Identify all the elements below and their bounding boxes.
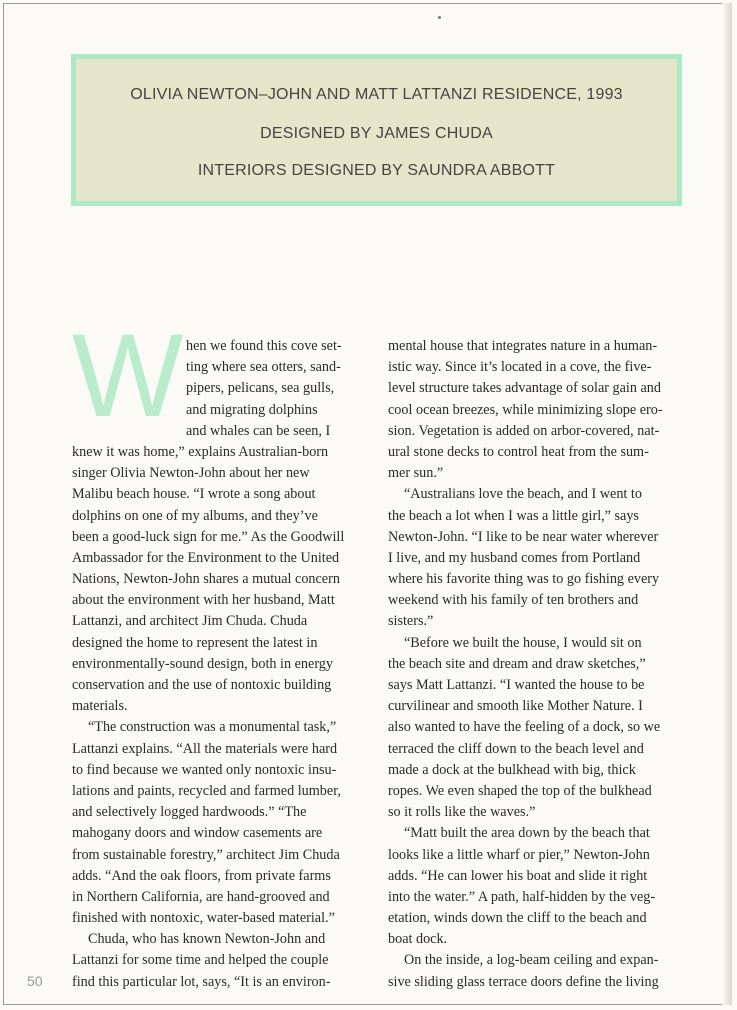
text-line: from sustainable forestry,” architect Jim Chuda <box>72 846 340 863</box>
text-line: curvilinear and smooth like Mother Nature. I <box>388 698 643 715</box>
text-line: “Australians love the beach, and I went to <box>404 486 642 503</box>
text-line: ropes. We even shaped the top of the bulkhead <box>388 782 652 799</box>
text-line: On the inside, a log-beam ceiling and expan- <box>404 952 659 969</box>
text-line: Lattanzi, and architect Jim Chuda. Chuda <box>72 613 308 630</box>
text-line: hen we found this cove set- <box>186 338 342 354</box>
text-line: “Before we built the house, I would sit on <box>404 634 642 651</box>
interiors-credit: INTERIORS DESIGNED BY SAUNDRA ABBOTT <box>197 162 556 179</box>
text-line: adds. “And the oak floors, from private farms <box>72 867 331 884</box>
text-line: and selectively logged hardwoods.” “The <box>72 804 307 821</box>
architect-credit: DESIGNED BY JAMES CHUDA <box>260 125 493 142</box>
text-line: about the environment with her husband, Matt <box>72 592 335 609</box>
residence-title: OLIVIA NEWTON–JOHN AND MATT LATTANZI RESIDENCE, 1993 <box>130 86 623 103</box>
text-line: level structure takes advantage of solar gain and <box>388 380 661 397</box>
text-line: mer sun.” <box>388 465 444 482</box>
page-number: 50 <box>27 973 43 989</box>
text-line: and whales can be seen, I <box>186 422 331 439</box>
text-line: istic way. Since it’s located in a cove, the five- <box>388 359 652 376</box>
text-line: finished with nontoxic, water-based material.” <box>72 910 335 927</box>
text-line: conservation and the use of nontoxic building <box>72 677 332 693</box>
text-line: says Matt Lattanzi. “I wanted the house to be <box>388 677 645 693</box>
text-line: etation, winds down the cliff to the beach and <box>388 910 647 927</box>
text-line: cool ocean breezes, while minimizing slope ero- <box>388 401 663 418</box>
print-speck <box>438 16 441 19</box>
text-line: been a good-luck sign for me.” As the Goodwill <box>72 528 345 545</box>
text-line: made a dock at the bulkhead with big, thick <box>388 761 636 778</box>
text-line: I live, and my husband comes from Portland <box>388 549 641 566</box>
text-line: ting where sea otters, sand- <box>186 359 341 376</box>
text-line: in Northern California, are hand-grooved and <box>72 888 330 905</box>
text-line: so it rolls like the waves.” <box>388 804 536 821</box>
text-line: singer Olivia Newton-John about her new <box>72 465 310 482</box>
text-line: Newton-John. “I like to be near water wherever <box>388 528 659 545</box>
text-line: adds. “He can lower his boat and slide it right <box>388 867 648 884</box>
text-line: where his favorite thing was to go fishing every <box>388 571 660 588</box>
text-line: environmentally-sound design, both in energy <box>72 655 333 672</box>
title-box <box>71 54 682 206</box>
text-line: looks like a little wharf or pier,” Newton-John <box>388 846 650 863</box>
text-line: boat dock. <box>388 931 448 948</box>
text-line: Ambassador for the Environment to the United <box>72 549 340 566</box>
text-line: dolphins on one of my albums, and they’ve <box>72 507 318 524</box>
text-line: pipers, pelicans, sea gulls, <box>186 380 335 397</box>
text-line: Malibu beach house. “I wrote a song about <box>72 486 316 503</box>
text-line: sive sliding glass terrace doors define the living <box>388 973 659 990</box>
text-line: lations and paints, recycled and farmed lumber, <box>72 782 341 799</box>
text-line: sisters.” <box>388 613 434 630</box>
text-line: designed the home to represent the latest in <box>72 634 318 651</box>
text-line: into the water.” A path, half-hidden by the veg- <box>388 888 656 905</box>
text-line: terraced the cliff down to the beach level and <box>388 740 644 757</box>
text-line: the beach a lot when I was a little girl,” says <box>388 507 639 524</box>
text-line: Nations, Newton-John shares a mutual concern <box>72 571 340 588</box>
left-column <box>72 336 362 993</box>
text-line: ural stone decks to control heat from the sum- <box>388 443 649 460</box>
text-line: knew it was home,” explains Australian-born <box>72 443 329 460</box>
text-line: weekend with his family of ten brothers and <box>388 592 639 609</box>
text-line: “Matt built the area down by the beach that <box>404 825 650 842</box>
drop-cap: W <box>72 310 184 442</box>
text-line: Lattanzi explains. “All the materials were hard <box>72 740 338 757</box>
text-line: mahogany doors and window casements are <box>72 825 323 842</box>
page-edge-shadow <box>722 3 732 1005</box>
text-line: “The construction was a monumental task,” <box>88 719 337 736</box>
text-line: sion. Vegetation is added on arbor-covered, nat- <box>388 422 660 439</box>
text-line: mental house that integrates nature in a human- <box>388 338 658 354</box>
text-line: also wanted to have the feeling of a dock, so we <box>388 719 661 736</box>
text-line: Lattanzi for some time and helped the couple <box>72 952 329 969</box>
text-line: to find because we wanted only nontoxic insu- <box>72 761 337 778</box>
text-line: Chuda, who has known Newton-John and <box>88 931 326 948</box>
text-line: materials. <box>72 698 128 715</box>
text-line: find this particular lot, says, “It is an environ- <box>72 973 331 990</box>
text-line: and migrating dolphins <box>186 401 318 418</box>
text-line: the beach site and dream and draw sketches,” <box>388 655 646 672</box>
right-column <box>388 336 678 993</box>
